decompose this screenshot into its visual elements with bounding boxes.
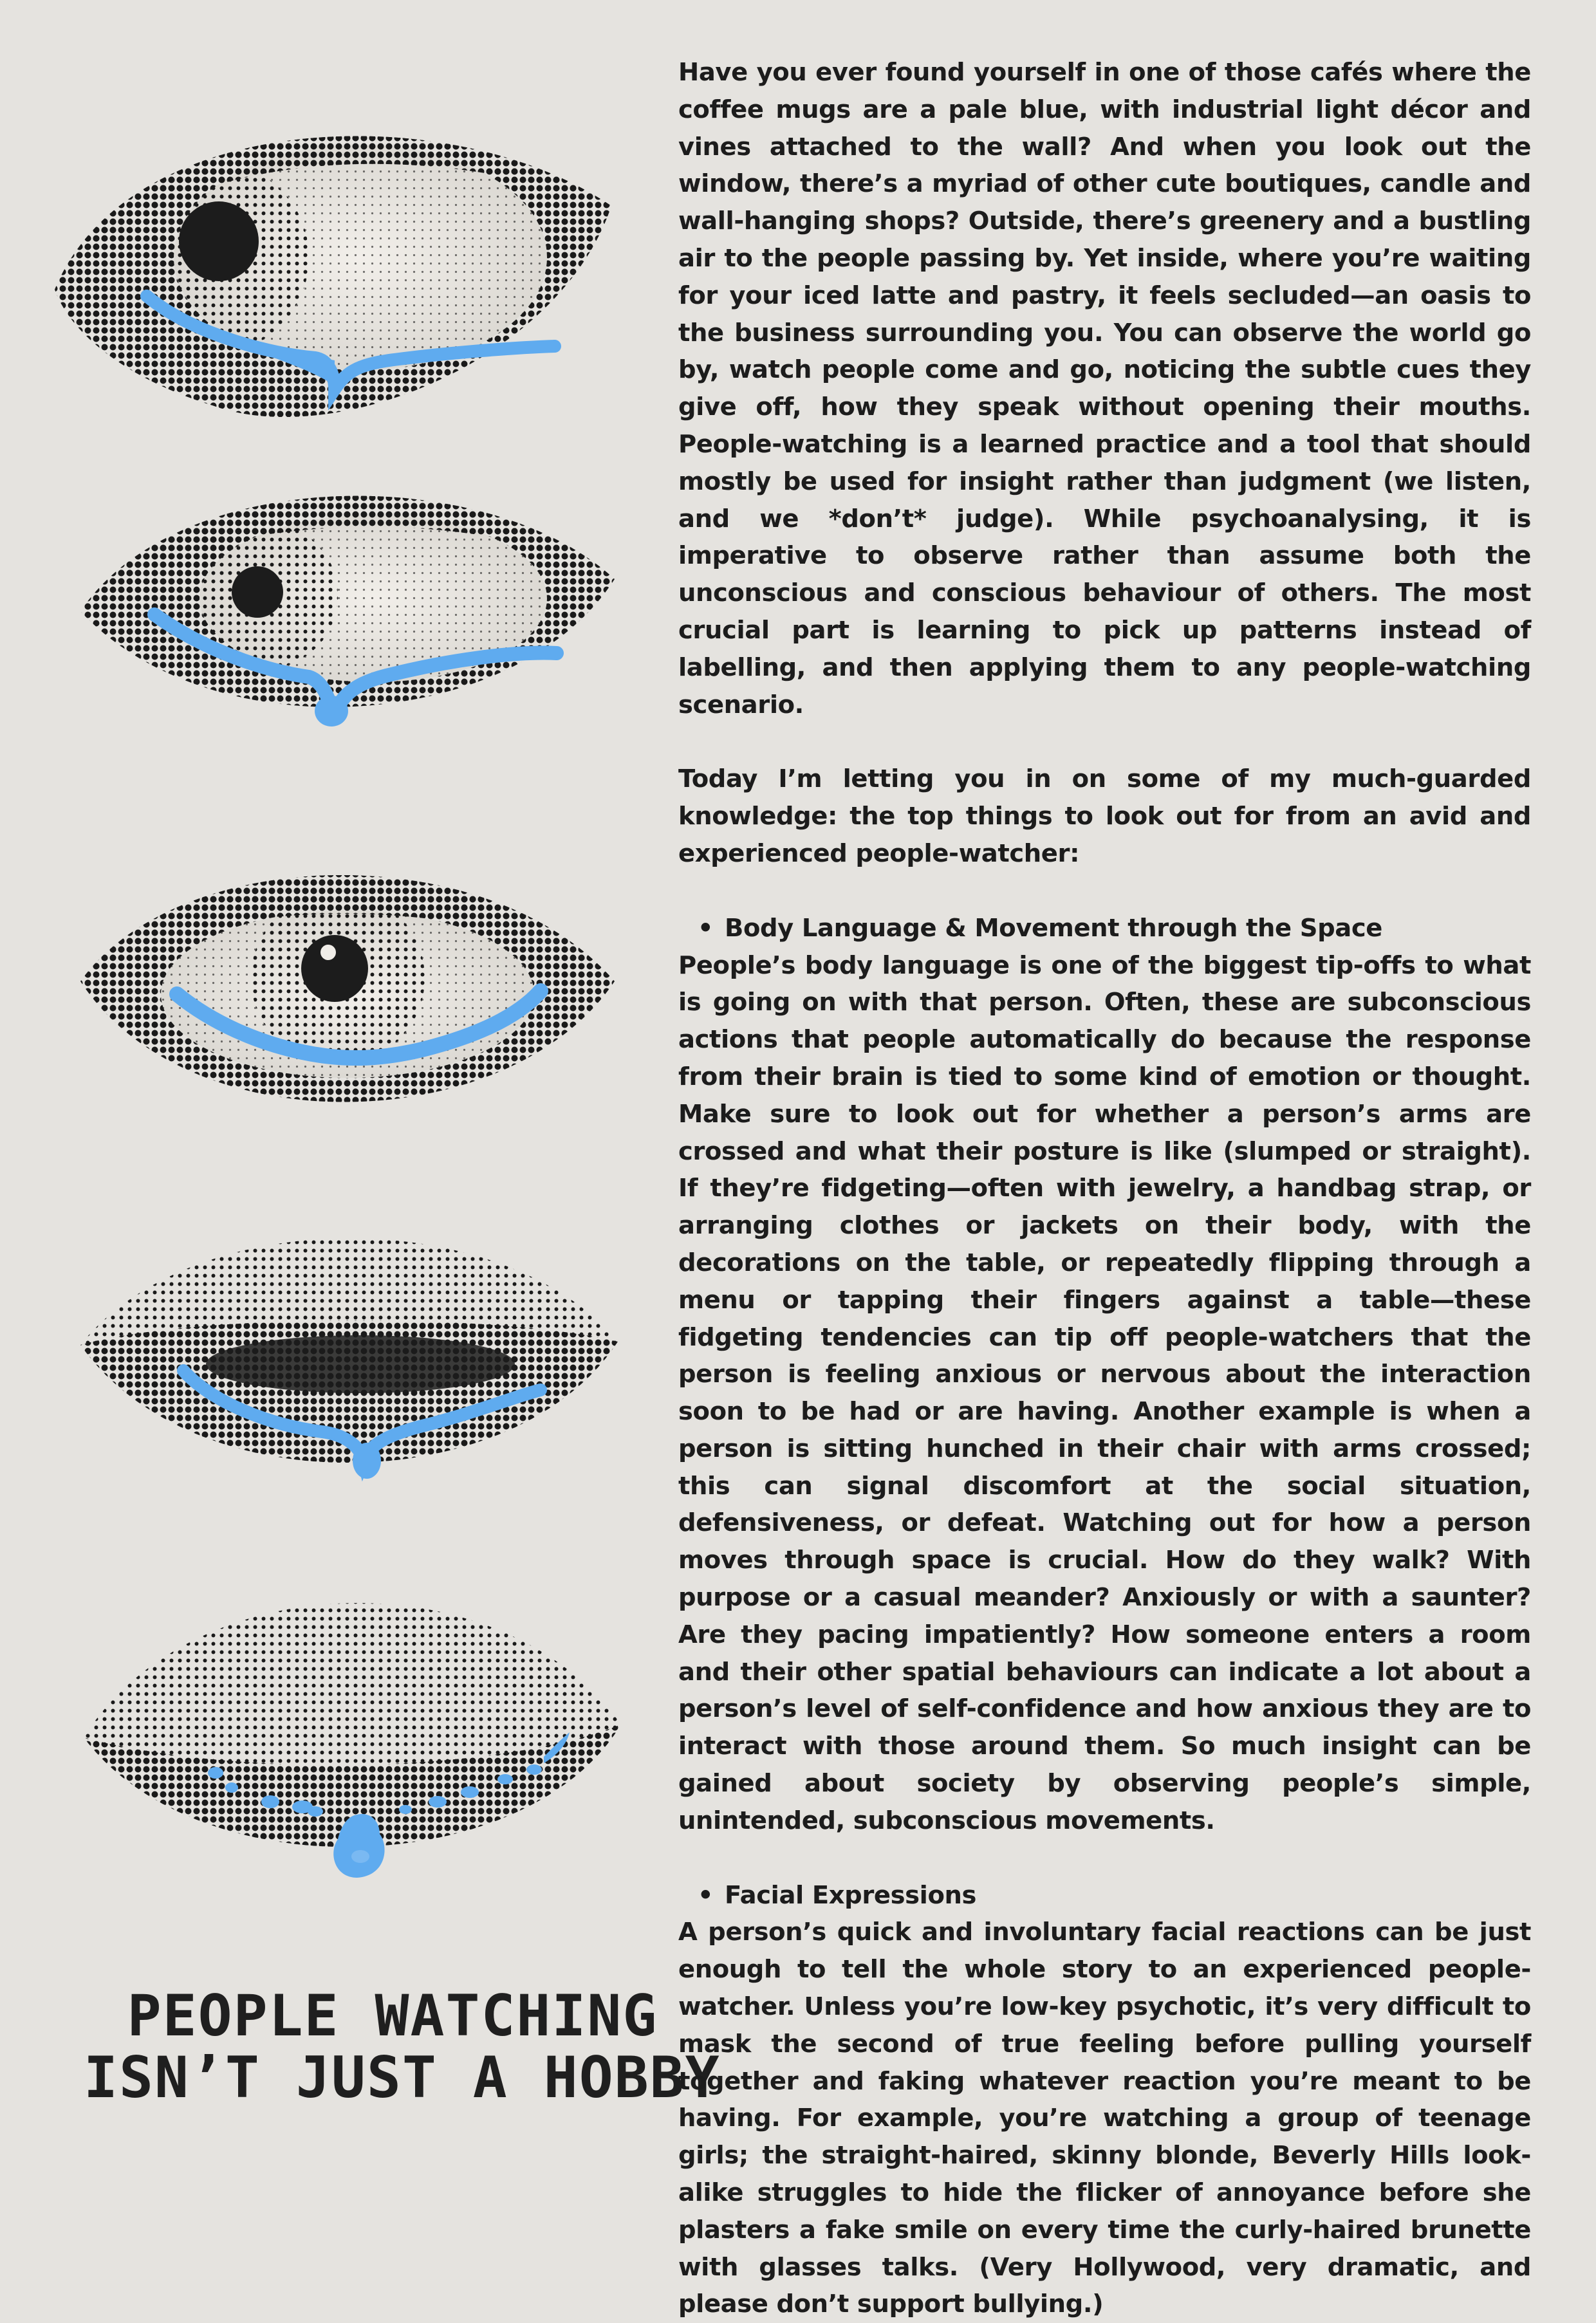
section-heading-facial-expressions xyxy=(678,1877,1531,1914)
crying-eye-5 xyxy=(84,1557,621,1878)
bullet-icon: • xyxy=(698,1880,714,1910)
section-body-body-language: People’s body language is one of the biggest tip-offs to what is going on with that person. Often, these are subconscious actions that people automatically do because the response from their brain is tied to some kind of emotion or thought. Make sure to look out for whether a person’s arms are crossed and what their posture is like (slumped or straight). If they’re fidgeting—often with jewelry, a handbag strap, or arranging clothes or jackets on their body, with the decorations on the table, or repeatedly flipping through a menu or tapping their fingers against a table—these fidgeting tendencies can tip off people-watchers that the person is feeling anxious or nervous about the interaction soon to be had or are having. Another example is when a person is sitting hunched in their chair with arms crossed; this can signal discomfort at the social situation, defensiveness, or defeat. Watching out for how a person moves through space is crucial. How do they walk? With purpose or a casual meander? Anxiously or with a saunter? Are they pacing impatiently? How someone enters a room and their other spatial behaviours can indicate a lot about a person’s level of self-confidence and how anxious they are to interact with those around them. So much insight can be gained about society by observing people’s simple, unintended, subconscious movements. xyxy=(678,950,1531,1835)
section-heading-body-language xyxy=(678,910,1531,947)
title-line-2: ISN’T JUST A HOBBY xyxy=(84,2044,721,2111)
lead-paragraph: Today I’m letting you in on some of my much-guarded knowledge: the top things to look out for from an avid and experienced people-watcher: xyxy=(678,764,1531,868)
crying-eye-2 xyxy=(80,463,615,727)
crying-eyes-illustration xyxy=(0,0,644,2257)
intro-paragraph: Have you ever found yourself in one of those cafés where the coffee mugs are a pale blue, with industrial light décor and vines attached to the wall? And when you look out the window, there’s a myriad of other cute boutiques, candle and wall-hanging shops? Outside, there’s greenery and a bustling air to the people passing by. Yet inside, where you’re waiting for your iced latte and pastry, it feels secluded—an oasis to the business surrounding you. You can observe the world go by, watch people come and go, noticing the subtle cues they give off, how they speak without opening their mouths. People-watching is a learned practice and a tool that should mostly be used for insight rather than judgment (we listen, and we *don’t* judge). While psychoanalysing, it is imperative to observe rather than assume both the unconscious and conscious behaviour of others. The most crucial part is learning to pick up patterns instead of labelling, and then applying them to any people-watching scenario. xyxy=(678,58,1531,719)
title-line-1: PEOPLE WATCHING xyxy=(127,1983,658,2049)
bullet-icon: • xyxy=(698,913,714,943)
article-body xyxy=(678,54,1531,2323)
page-title xyxy=(84,1983,721,2111)
eyes-svg xyxy=(0,0,644,2257)
crying-eye-1 xyxy=(55,129,611,417)
section-heading-text: Body Language & Movement through the Space xyxy=(725,913,1382,943)
section-body-facial-expressions: A person’s quick and involuntary facial reactions can be just enough to tell the whole story to an experienced people-watcher. Unless you’re low-key psychotic, it’s very difficult to mask the second of true feeling before pulling yourself together and faking whatever reaction you’re meant to be having. For example, you’re watching a group of teenage girls; the straight-haired, skinny blonde, Beverly Hills look-alike struggles to hide the flicker of annoyance before she plasters a fake smile on every time the curly-haired brunette with glasses talks. (Very Hollywood, very dramatic, and please don’t support bullying.) xyxy=(678,1918,1531,2319)
section-heading-text: Facial Expressions xyxy=(725,1880,977,1910)
crying-eye-4 xyxy=(80,1238,618,1479)
crying-eye-3 xyxy=(80,837,615,1102)
